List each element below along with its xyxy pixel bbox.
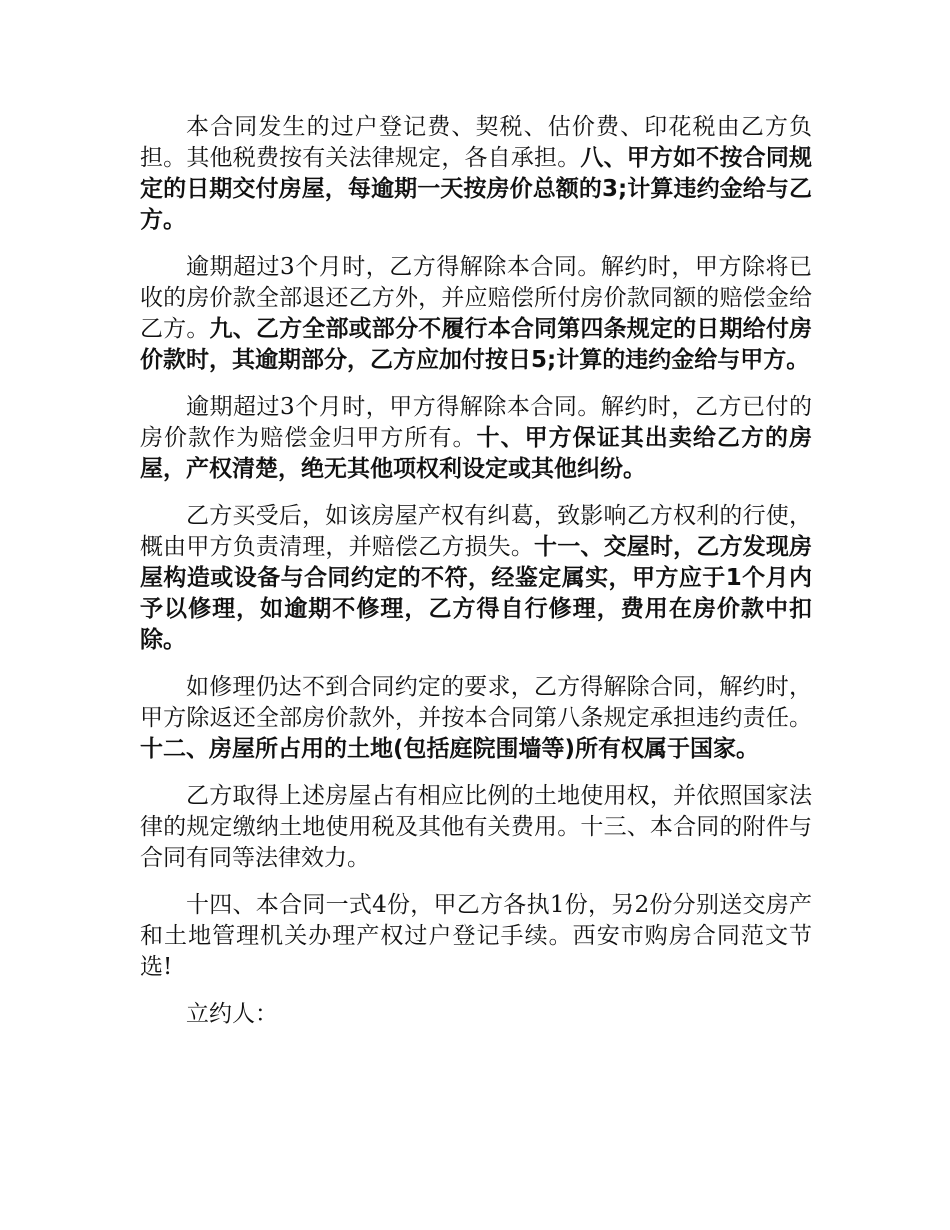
signatory-label: 立约人： bbox=[186, 1001, 278, 1027]
clause-12-heading: 十二、房屋所占用的土地(包括庭院围墙等)所有权属于国家。 bbox=[140, 736, 760, 762]
clause-8-heading: 八、甲方如不按合同规定的日期交付房屋，每逾期一天按房价总额的3;计算违约金给与乙方。 bbox=[140, 145, 813, 233]
clause-10-heading: 十、甲方保证其出卖给乙方的房屋，产权清楚，绝无其他项权利设定或其他纠纷。 bbox=[140, 425, 813, 482]
paragraph-6-text: 乙方取得上述房屋占有相应比例的土地使用权，并依照国家法律的规定缴纳土地使用税及其他有关费用。十三、本合同的附件与合同有同等法律效力。 bbox=[140, 783, 812, 871]
paragraph-7-text: 十四、本合同一式4份，甲乙方各执1份，另2份分别送交房产和土地管理机关办理产权过户登记手续。西安市购房合同范文节选! bbox=[140, 892, 812, 980]
paragraph-5 bbox=[140, 672, 812, 765]
paragraph-3-text: 逾期超过3个月时，甲方得解除本合同。解约时，乙方已付的房价款作为赔偿金归甲方所有。 bbox=[140, 394, 812, 451]
paragraph-7 bbox=[140, 890, 812, 983]
clause-9-heading: 九、乙方全部或部分不履行本合同第四条规定的日期给付房价款时，其逾期部分，乙方应加付按日5;计算的违约金给与甲方。 bbox=[140, 316, 813, 373]
paragraph-1-text: 本合同发生的过户登记费、契税、估价费、印花税由乙方负担。其他税费按有关法律规定，各自承担。 bbox=[140, 114, 812, 171]
paragraph-6 bbox=[140, 781, 812, 874]
paragraph-2-text: 逾期超过3个月时，乙方得解除本合同。解约时，甲方除将已收的房价款全部退还乙方外，并应赔偿所付房价款同额的赔偿金给乙方。 bbox=[140, 254, 812, 342]
document-page bbox=[140, 112, 812, 1046]
paragraph-1 bbox=[140, 112, 812, 236]
paragraph-2 bbox=[140, 252, 812, 376]
clause-11-heading: 十一、交屋时，乙方发现房屋构造或设备与合同约定的不符，经鉴定属实，甲方应于1个月内予以修理，如逾期不修理，乙方得自行修理，费用在房价款中扣除。 bbox=[140, 534, 813, 653]
signatory-line bbox=[140, 999, 812, 1030]
paragraph-4 bbox=[140, 501, 812, 656]
paragraph-3 bbox=[140, 392, 812, 485]
paragraph-4-text: 乙方买受后，如该房屋产权有纠葛，致影响乙方权利的行使，概由甲方负责清理，并赔偿乙方损失。 bbox=[140, 503, 812, 560]
paragraph-5-text: 如修理仍达不到合同约定的要求，乙方得解除合同，解约时，甲方除返还全部房价款外，并按本合同第八条规定承担违约责任。 bbox=[140, 674, 812, 731]
